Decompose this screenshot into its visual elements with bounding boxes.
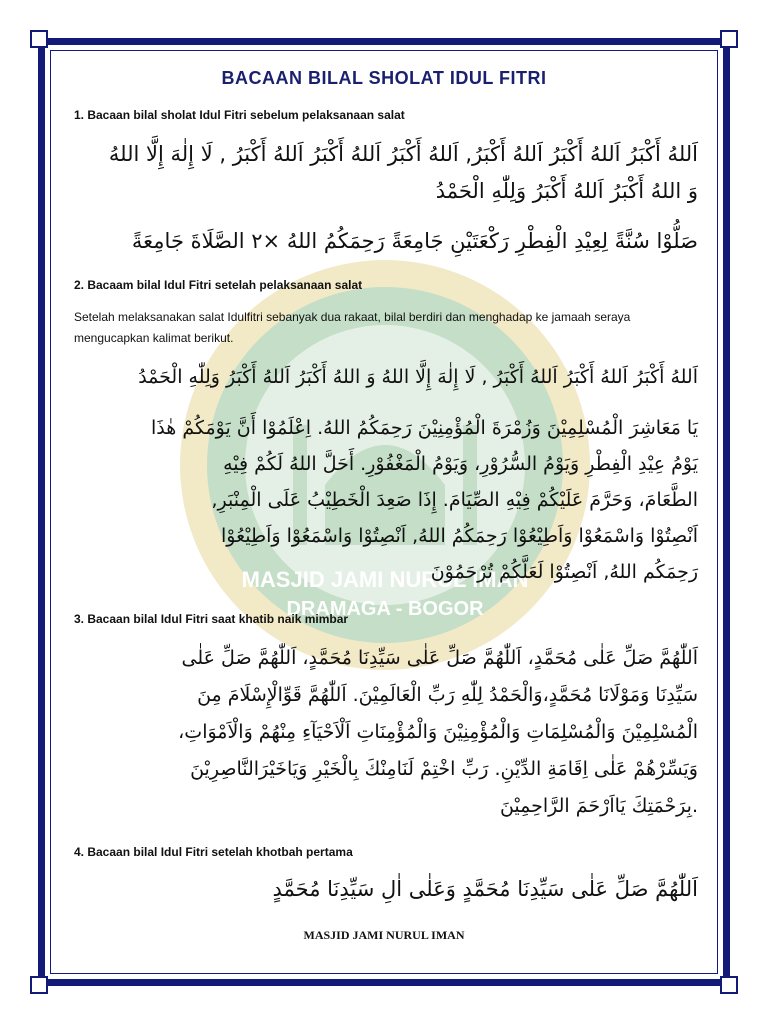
section-2-arabic-line: الطَّعَامَ، وَحَرَّمَ عَلَيْكُمْ فِيْهِ الصِّيَامَ. إِذَا صَعِدَ الْخَطِيْبُ عَلَى الْمِنْبَرِ, (211, 489, 698, 511)
border-corner-ornament (30, 30, 48, 48)
section-2-arabic-line: يَوْمُ عِيْدِ الْفِطْرِ وَيَوْمُ السُّرُوْرِ، وَيَوْمُ الْمَغْفُوْرِ. أَحَلَّ اللهُ لَكُمْ فِيْهِ (223, 453, 698, 475)
section-4-heading: 4. Bacaan bilal Idul Fitri setelah khotbah pertama (74, 845, 353, 859)
section-1-arabic-line: اَللهُ أَكْبَرُ اَللهُ أَكْبَرُ اَللهُ أَكْبَرُ, اَللهُ أَكْبَرُ اَللهُ أَكْبَرُ اَللهُ أَكْبَرُ , لَا إِلٰهَ إِلَّا اللهُ (108, 142, 698, 166)
section-2-arabic-line: رَحِمَكُم اللهُ, اَنْصِتُوْا لَعَلَّكُمْ تُرْحَمُوْنَ (430, 561, 698, 583)
section-2-paragraph: Setelah melaksanakan salat Idulfitri sebanyak dua rakaat, bilal berdiri dan menghadap ke jamaah seraya mengucapkan kalimat berikut. (74, 310, 631, 345)
section-1-arabic-line: وَ اللهُ أَكْبَرُ اَللهُ أَكْبَرُ وَلِلّٰهِ الْحَمْدُ (435, 179, 698, 203)
section-2-arabic-line: اَللهُ أَكْبَرُ اَللهُ أَكْبَرُ اَللهُ أَكْبَرُ , لَا إِلٰهَ إِلَّا اللهُ وَ اللهُ أَكْبَرُ اَللهُ أَكْبَرُ وَلِلّٰهِ الْحَمْدُ (138, 366, 698, 388)
watermark-line2: DRAMAGA - BOGOR (286, 598, 484, 620)
section-3-arabic-line: .بِرَحْمَتِكَ يَااَرْحَمَ الرَّاحِمِيْنَ (499, 795, 698, 817)
border-corner-ornament (30, 976, 48, 994)
section-4-arabic-line: اَللّٰهُمَّ صَلِّ عَلٰى سَيِّدِنَا مُحَمَّدٍ وَعَلٰى اٰلِ سَيِّدِنَا مُحَمَّدٍ (272, 877, 698, 901)
footer-mosque-name: MASJID JAMI NURUL IMAN (303, 928, 465, 942)
section-1-heading: 1. Bacaan bilal sholat Idul Fitri sebelum pelaksanaan salat (74, 108, 405, 122)
watermark-line1: MASJID JAMI NURUL IMAN (241, 567, 529, 592)
border-corner-ornament (720, 30, 738, 48)
section-2-heading: 2. Bacaam bilal Idul Fitri setelah pelaksanaan salat (74, 278, 363, 292)
section-1-arabic-line: صَلُّوْا سُنَّةً لِعِيْدِ الْفِطْرِ رَكْعَتَيْنِ جَامِعَةً رَحِمَكُمُ اللهُ ×٢ الصَّلَاةَ جَامِعَةً (131, 229, 698, 253)
section-3-arabic-line: اَللّٰهُمَّ صَلِّ عَلٰى مُحَمَّدٍ، اَللّٰهُمَّ صَلِّ عَلٰى سَيِّدِنَا مُحَمَّدٍ، اَللّٰهُمَّ صَلِّ عَلٰى (181, 647, 698, 669)
section-2-arabic-line: يَا مَعَاشِرَ الْمُسْلِمِيْنَ وَزُمْرَةَ الْمُؤْمِنِيْنَ رَحِمَكُمُ اللهُ. اِعْلَمُوْا أَنَّ يَوْمَكُمْ هٰذَا (151, 417, 698, 439)
section-2-arabic-line: اَنْصِتُوْا وَاسْمَعُوْا وَاَطِيْعُوْا رَحِمَكُمُ اللهُ, اَنْصِتُوْا وَاسْمَعُوْا وَاَطِيْعُوْا (220, 525, 698, 547)
document-title: BACAAN BILAL SHOLAT IDUL FITRI (221, 68, 547, 88)
section-3-arabic-line: سَيِّدِنَا وَمَوْلَانَا مُحَمَّدٍ،وَالْحَمْدُ لِلّٰهِ رَبِّ الْعَالَمِيْنَ. اَللّٰهُمَّ قَوِّالْإِسْلَامَ مِنَ (197, 684, 698, 706)
section-3-arabic-line: الْمُسْلِمِيْنَ وَالْمُسْلِمَاتِ وَالْمُؤْمِنِيْنَ وَالْمُؤْمِنَاتِ اَلْاَحْيَآءِ مِنْهُمْ وَالْاَمْوَاتِ، (178, 721, 698, 743)
border-corner-ornament (720, 976, 738, 994)
section-3-arabic-line: وَيَسِّرْهُمْ عَلٰى اِقَامَةِ الدِّيْنِ. رَبِّ اخْتِمْ لَنَامِنْكَ بِالْخَيْرِ وَيَاخَيْرَالنَّاصِرِيْنَ (190, 758, 698, 780)
section-3-heading: 3. Bacaan bilal Idul Fitri saat khatib naik mimbar (74, 612, 349, 626)
